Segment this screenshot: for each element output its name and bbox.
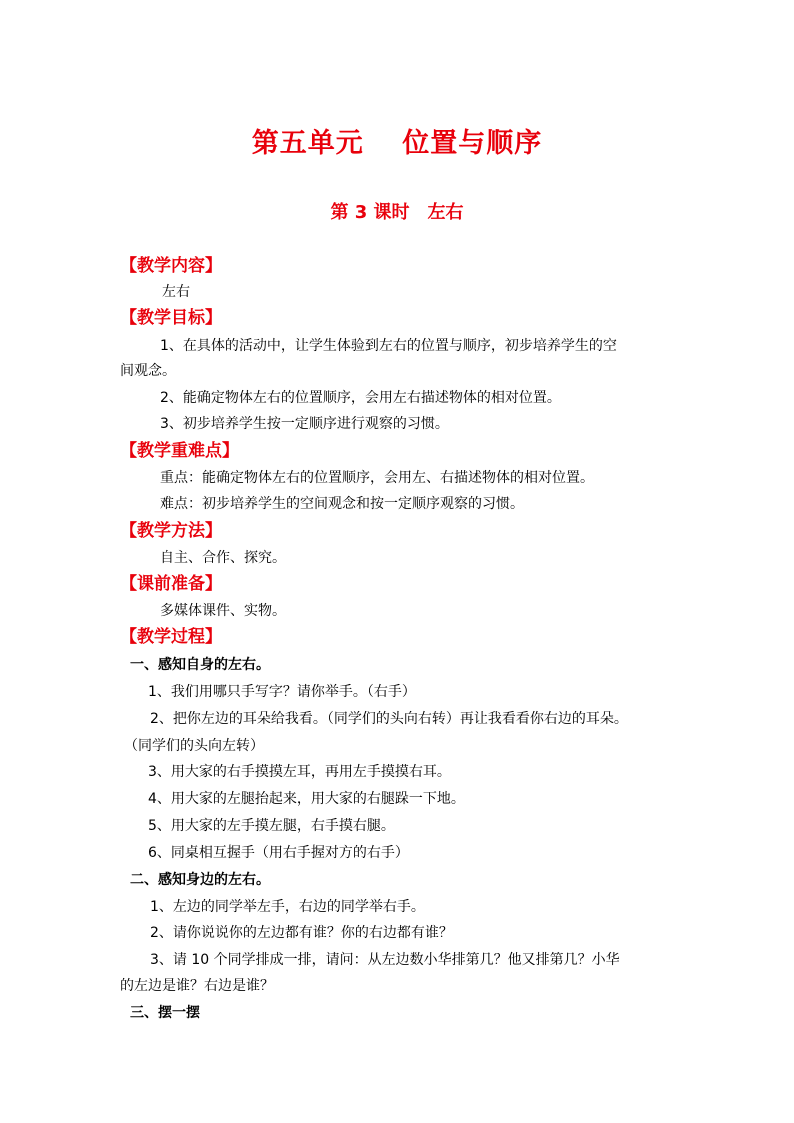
process-1-1: 1、我们用哪只手写字？请你举手。（右手） <box>148 684 416 700</box>
process-1-4: 4、用大家的左腿抬起来，用大家的右腿跺一下地。 <box>148 791 465 807</box>
process-1-2-line-2: （同学们的头向左转） <box>124 738 264 754</box>
difficult-point: 难点：初步培养学生的空间观念和按一定顺序观察的习惯。 <box>160 496 524 512</box>
process-1-2-line-1: 2、把你左边的耳朵给我看。（同学们的头向右转）再让我看看你右边的耳朵。 <box>150 711 628 727</box>
process-2-3-line-2: 的左边是谁？右边是谁？ <box>120 978 274 994</box>
content-text: 左右 <box>162 284 190 300</box>
process-1-6: 6、同桌相互握手（用右手握对方的右手） <box>148 845 409 861</box>
prep-heading: 【课前准备】 <box>120 574 222 594</box>
unit-title: 第五单元 位置与顺序 <box>251 128 543 159</box>
goal-2: 2、能确定物体左右的位置顺序，会用左右描述物体的相对位置。 <box>160 390 561 406</box>
process-heading: 【教学过程】 <box>120 627 222 647</box>
method-text: 自主、合作、探究。 <box>160 550 286 566</box>
process-1-3: 3、用大家的右手摸摸左耳，再用左手摸摸右耳。 <box>148 764 451 780</box>
goal-3: 3、初步培养学生按一定顺序进行观察的习惯。 <box>160 416 449 432</box>
key-point: 重点：能确定物体左右的位置顺序，会用左、右描述物体的相对位置。 <box>160 470 594 486</box>
keypoints-heading: 【教学重难点】 <box>120 441 239 461</box>
process-1-5: 5、用大家的左手摸左腿，右手摸右腿。 <box>148 818 395 834</box>
prep-text: 多媒体课件、实物。 <box>160 603 286 619</box>
goal-1-line-1: 1、在具体的活动中，让学生体验到左右的位置与顺序，初步培养学生的空 <box>160 338 617 354</box>
lesson-subtitle: 第 3 课时 左右 <box>330 202 464 223</box>
process-2-1: 1、左边的同学举左手，右边的同学举右手。 <box>150 899 425 915</box>
goal-1-line-2: 间观念。 <box>120 363 176 379</box>
part-1-title: 一、感知自身的左右。 <box>130 657 270 673</box>
process-2-3-line-1: 3、请 10 个同学排成一排，请问：从左边数小华排第几？他又排第几？小华 <box>150 952 620 968</box>
process-2-2: 2、请你说说你的左边都有谁？你的右边都有谁？ <box>150 925 453 941</box>
part-3-title: 三、摆一摆 <box>130 1005 200 1021</box>
part-2-title: 二、感知身边的左右。 <box>130 872 270 888</box>
content-heading: 【教学内容】 <box>120 256 222 276</box>
method-heading: 【教学方法】 <box>120 521 222 541</box>
goals-heading: 【教学目标】 <box>120 308 222 328</box>
